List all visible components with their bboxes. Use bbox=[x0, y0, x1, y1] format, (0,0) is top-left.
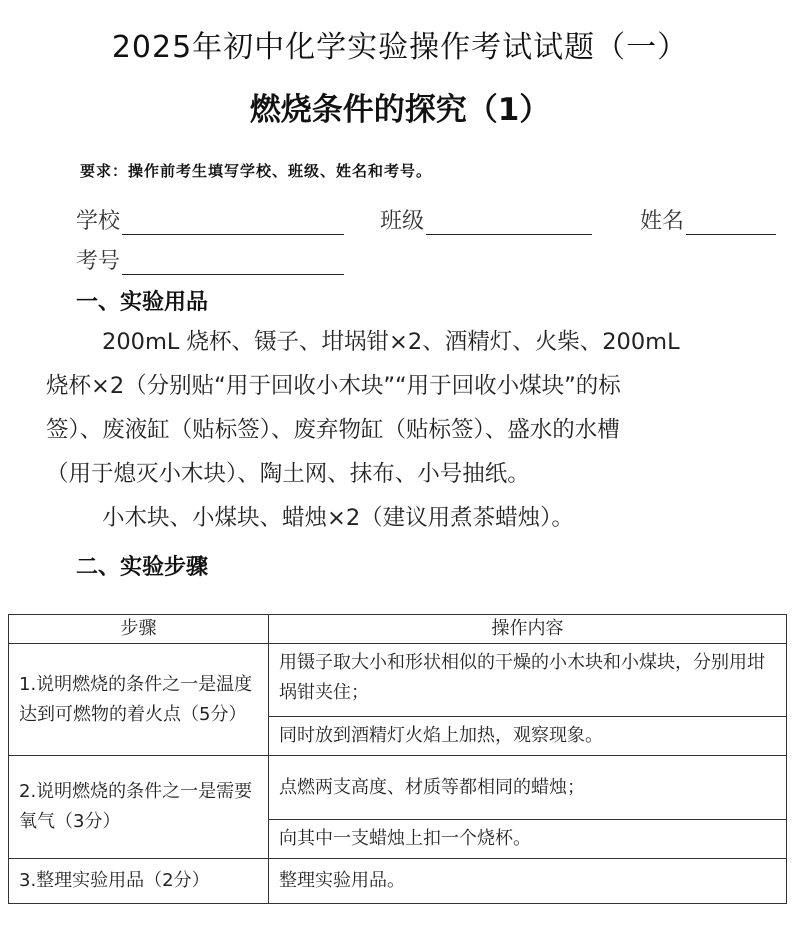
materials-line: （用于熄灭小木块）、陶土网、抹布、小号抽纸。 bbox=[46, 461, 530, 487]
steps-table bbox=[8, 614, 787, 904]
table-header-row bbox=[9, 615, 787, 644]
operation-cell: 同时放到酒精灯火焰上加热，观察现象。 bbox=[269, 717, 787, 756]
materials-line: 200mL 烧杯、镊子、坩埚钳×2、酒精灯、火柴、200mL bbox=[102, 329, 680, 355]
table-row bbox=[9, 859, 787, 904]
materials-line: 签）、废液缸（贴标签）、废弃物缸（贴标签）、盛水的水槽 bbox=[46, 417, 620, 443]
school-label: 学校 bbox=[76, 209, 121, 234]
step-cell: 1.说明燃烧的条件之一是温度达到可燃物的着火点（5分） bbox=[9, 644, 269, 756]
section-heading-materials: 一、实验用品 bbox=[76, 290, 209, 315]
section-heading-steps: 二、实验步骤 bbox=[76, 555, 209, 580]
step-cell: 2.说明燃烧的条件之一是需要氧气（3分） bbox=[9, 756, 269, 859]
table-row bbox=[9, 644, 787, 717]
page-subtitle: 燃烧条件的探究（1） bbox=[249, 92, 551, 128]
class-field bbox=[380, 204, 592, 235]
operation-cell: 向其中一支蜡烛上扣一个烧杯。 bbox=[269, 820, 787, 859]
exam-no-blank[interactable] bbox=[122, 252, 344, 275]
step-cell: 3.整理实验用品（2分） bbox=[9, 859, 269, 904]
exam-no-field bbox=[76, 244, 344, 275]
operation-cell: 整理实验用品。 bbox=[269, 859, 787, 904]
materials-line: 小木块、小煤块、蜡烛×2（建议用煮茶蜡烛）。 bbox=[102, 505, 574, 531]
school-field bbox=[76, 204, 344, 235]
column-header-ops: 操作内容 bbox=[269, 615, 787, 644]
column-header-step: 步骤 bbox=[9, 615, 269, 644]
school-blank[interactable] bbox=[122, 212, 344, 235]
operation-cell: 点燃两支高度、材质等都相同的蜡烛； bbox=[269, 756, 787, 820]
requirement-note: 要求：操作前考生填写学校、班级、姓名和考号。 bbox=[80, 162, 433, 180]
name-label: 姓名 bbox=[640, 209, 685, 234]
page-title: 2025年初中化学实验操作考试试题（一） bbox=[111, 30, 689, 65]
name-field bbox=[640, 204, 776, 235]
operation-cell: 用镊子取大小和形状相似的干燥的小木块和小煤块，分别用坩埚钳夹住； bbox=[269, 644, 787, 717]
class-blank[interactable] bbox=[426, 212, 592, 235]
materials-line: 烧杯×2（分别贴“用于回收小木块”“用于回收小煤块”的标 bbox=[46, 373, 621, 399]
class-label: 班级 bbox=[380, 209, 425, 234]
materials-paragraph bbox=[46, 320, 782, 540]
exam-no-label: 考号 bbox=[76, 249, 121, 274]
table-row bbox=[9, 756, 787, 820]
name-blank[interactable] bbox=[686, 212, 776, 235]
